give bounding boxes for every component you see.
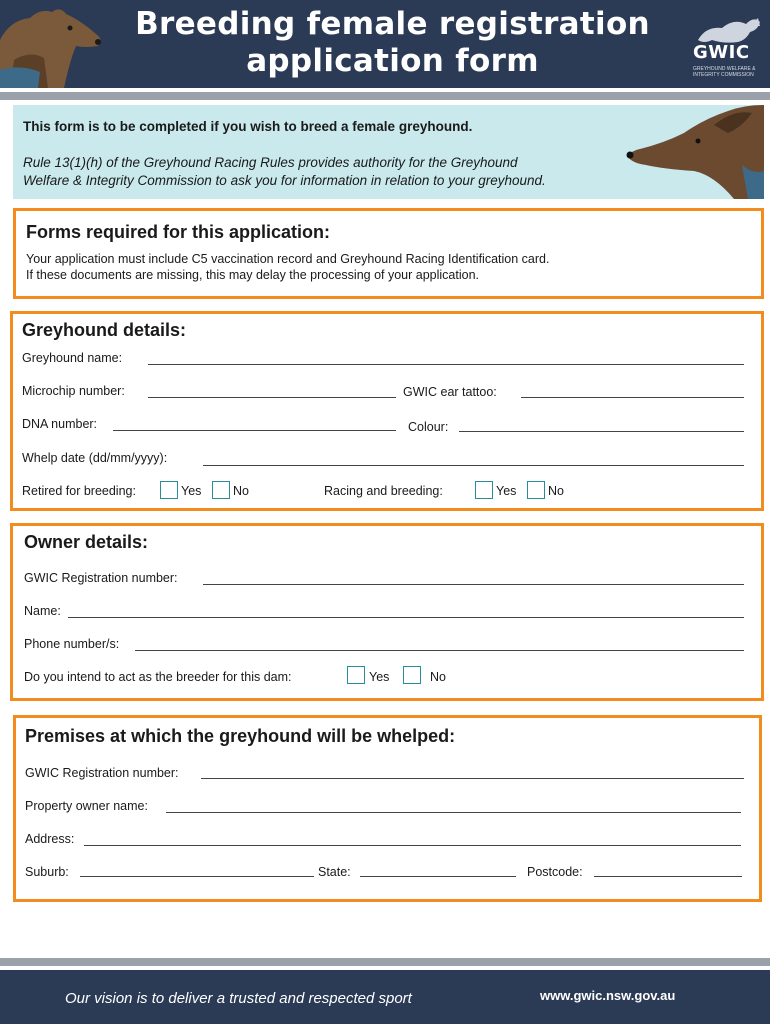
website-link[interactable]: www.gwic.nsw.gov.au xyxy=(540,988,676,1003)
ear-tattoo-label: GWIC ear tattoo: xyxy=(403,385,497,399)
whelp-date-field[interactable] xyxy=(203,465,744,466)
logo-subtitle: GREYHOUND WELFARE & INTEGRITY COMMISSION xyxy=(693,66,756,78)
footer-divider xyxy=(0,958,770,966)
racing-yes-label: Yes xyxy=(496,484,517,498)
owner-registration-field[interactable] xyxy=(203,584,744,585)
state-field[interactable] xyxy=(360,876,516,877)
racing-yes-checkbox[interactable] xyxy=(475,481,493,499)
intro-rule-text xyxy=(23,154,643,190)
dna-field[interactable] xyxy=(113,430,396,431)
greyhound-head-icon xyxy=(624,105,764,199)
page-title xyxy=(120,6,665,80)
address-field[interactable] xyxy=(84,845,741,846)
suburb-field[interactable] xyxy=(80,876,314,877)
greyhound-name-label: Greyhound name: xyxy=(22,351,123,365)
forms-required-line-2: If these documents are missing, this may delay the processing of your application. xyxy=(26,268,480,282)
microchip-label: Microchip number: xyxy=(22,384,125,398)
logo-text: GWIC xyxy=(693,42,750,63)
breeder-question-label: Do you intend to act as the breeder for this dam: xyxy=(24,670,292,684)
forms-required-title: Forms required for this application: xyxy=(26,222,331,242)
owner-details-title: Owner details: xyxy=(24,532,149,552)
colour-label: Colour: xyxy=(408,420,449,434)
property-owner-field[interactable] xyxy=(166,812,741,813)
racing-label: Racing and breeding: xyxy=(324,484,443,498)
vision-statement: Our vision is to deliver a trusted and respected sport xyxy=(65,990,412,1007)
address-label: Address: xyxy=(25,832,75,846)
owner-name-label: Name: xyxy=(24,604,61,618)
postcode-label: Postcode: xyxy=(527,865,583,879)
owner-phone-label: Phone number/s: xyxy=(24,637,120,651)
microchip-field[interactable] xyxy=(148,397,396,398)
greyhound-details-section xyxy=(10,311,764,511)
greyhound-name-field[interactable] xyxy=(148,364,744,365)
retired-no-checkbox[interactable] xyxy=(212,481,230,499)
greyhound-photo-icon xyxy=(0,0,110,88)
forms-required-line-1: Your application must include C5 vaccination record and Greyhound Racing Identification card. xyxy=(26,252,550,266)
suburb-label: Suburb: xyxy=(25,865,69,879)
intro-rule-line-2: Welfare & Integrity Commission to ask you for information in relation to your greyhound. xyxy=(23,173,546,188)
state-label: State: xyxy=(318,865,351,879)
colour-field[interactable] xyxy=(459,431,744,432)
intro-panel xyxy=(13,105,764,199)
owner-registration-label: GWIC Registration number: xyxy=(24,571,178,585)
breeder-no-checkbox[interactable] xyxy=(403,666,421,684)
premises-registration-field[interactable] xyxy=(201,778,744,779)
premises-section xyxy=(13,715,762,902)
forms-required-section xyxy=(13,208,764,299)
breeder-yes-label: Yes xyxy=(369,670,390,684)
owner-phone-field[interactable] xyxy=(135,650,744,651)
retired-yes-label: Yes xyxy=(181,484,202,498)
title-line-2: application form xyxy=(246,43,539,79)
header-divider xyxy=(0,92,770,100)
postcode-field[interactable] xyxy=(594,876,742,877)
retired-yes-checkbox[interactable] xyxy=(160,481,178,499)
ear-tattoo-field[interactable] xyxy=(521,397,744,398)
intro-rule-line-1: Rule 13(1)(h) of the Greyhound Racing Rules provides authority for the Greyhound xyxy=(23,155,518,170)
racing-no-checkbox[interactable] xyxy=(527,481,545,499)
page-header xyxy=(0,0,770,88)
retired-label: Retired for breeding: xyxy=(22,484,136,498)
whelp-date-label: Whelp date (dd/mm/yyyy): xyxy=(22,451,168,465)
breeder-yes-checkbox[interactable] xyxy=(347,666,365,684)
racing-no-label: No xyxy=(548,484,564,498)
premises-title: Premises at which the greyhound will be whelped: xyxy=(25,726,456,746)
property-owner-label: Property owner name: xyxy=(25,799,148,813)
breeder-no-label: No xyxy=(430,670,446,684)
page-footer xyxy=(0,970,770,1024)
title-line-1: Breeding female registration xyxy=(135,6,650,42)
owner-details-section xyxy=(10,523,764,701)
premises-registration-label: GWIC Registration number: xyxy=(25,766,179,780)
owner-name-field[interactable] xyxy=(68,617,744,618)
greyhound-details-title: Greyhound details: xyxy=(22,320,187,340)
retired-no-label: No xyxy=(233,484,249,498)
dna-label: DNA number: xyxy=(22,417,98,431)
intro-bold-text: This form is to be completed if you wish to breed a female greyhound. xyxy=(23,119,473,134)
